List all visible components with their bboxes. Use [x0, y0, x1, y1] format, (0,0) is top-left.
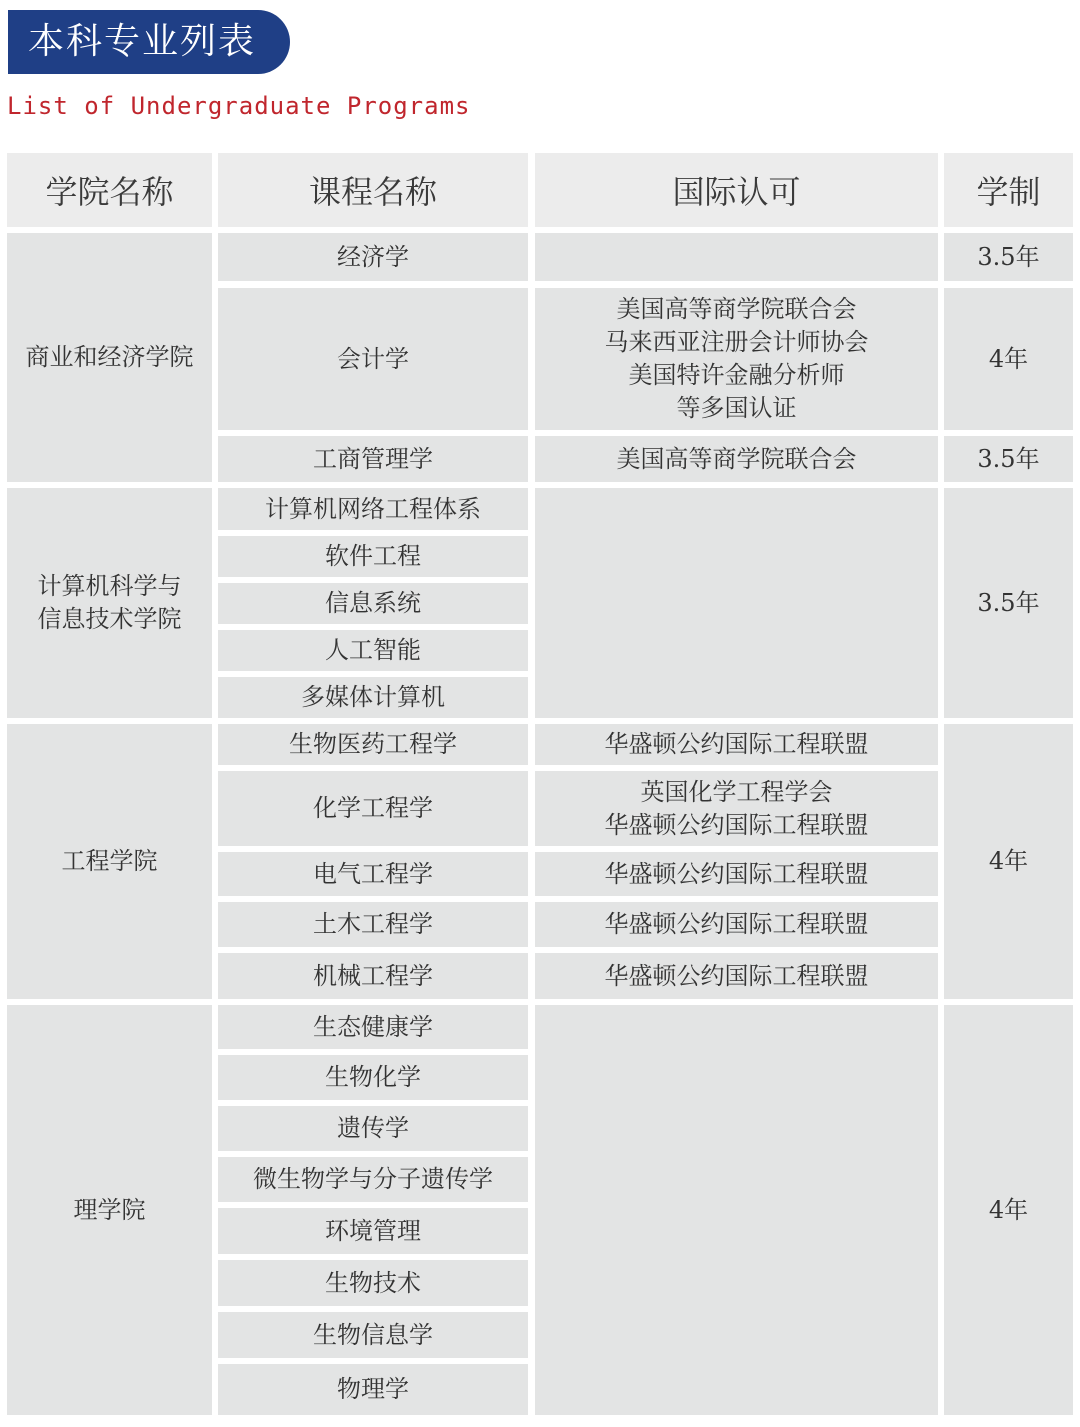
accreditation-line: 美国高等商学院联合会: [616, 444, 857, 473]
course-cell: [218, 724, 528, 765]
college-science: [7, 1005, 212, 1415]
page-title: 本科专业列表: [28, 21, 257, 62]
college-engineering: [7, 724, 212, 999]
college-name-line: 信息技术学院: [37, 605, 182, 633]
accreditation-cell: [535, 1005, 938, 1415]
course-name: 会计学: [337, 344, 409, 373]
course-name: 生态健康学: [313, 1012, 433, 1041]
course-name: 土木工程学: [313, 910, 433, 938]
course-cell: [218, 1208, 528, 1254]
course-name: 物理学: [337, 1375, 409, 1403]
accreditation-line: 美国高等商学院联合会: [616, 295, 857, 323]
course-name: 遗传学: [337, 1114, 409, 1142]
course-cell: [218, 1157, 528, 1202]
college-name: 理学院: [73, 1195, 146, 1224]
college-computer-science-it: [7, 488, 212, 718]
duration-cell: [944, 233, 1073, 281]
duration-value: 3.5年: [977, 444, 1040, 473]
accreditation-cell: [535, 771, 938, 846]
course-cell: [218, 436, 528, 482]
course-cell: [218, 1055, 528, 1100]
course-cell: [218, 583, 528, 624]
course-name: 软件工程: [325, 542, 421, 570]
course-name: 工商管理学: [313, 444, 433, 473]
accreditation-cell: [535, 953, 938, 999]
course-cell: [218, 677, 528, 718]
course-name: 电气工程学: [313, 859, 433, 888]
college-business-economics: [7, 233, 212, 482]
accreditation-line: 华盛顿公约国际工程联盟: [604, 810, 869, 839]
course-cell: [218, 1106, 528, 1151]
college-name: 工程学院: [61, 847, 158, 875]
accreditation-line: 华盛顿公约国际工程联盟: [604, 910, 869, 938]
course-name: 微生物学与分子遗传学: [253, 1165, 493, 1193]
course-name: 机械工程学: [313, 961, 433, 990]
course-name: 经济学: [337, 242, 409, 271]
course-cell: [218, 953, 528, 999]
course-name: 人工智能: [325, 636, 421, 664]
duration-value: 3.5年: [977, 242, 1040, 271]
course-cell: [218, 1312, 528, 1358]
course-cell: [218, 1364, 528, 1415]
course-name: 信息系统: [325, 589, 421, 617]
accreditation-cell: [535, 488, 938, 718]
course-name: 生物医药工程学: [289, 730, 457, 758]
accreditation-cell: [535, 233, 938, 281]
duration-value: 4年: [988, 847, 1029, 875]
accreditation-line: 华盛顿公约国际工程联盟: [604, 961, 869, 990]
accreditation-line: 华盛顿公约国际工程联盟: [604, 859, 869, 888]
course-cell: [218, 1005, 528, 1049]
course-name: 计算机网络工程体系: [265, 494, 481, 523]
accreditation-cell: [535, 724, 938, 765]
page-subtitle: List of Undergraduate Programs: [7, 92, 471, 120]
accreditation-cell: [535, 902, 938, 947]
title-banner: [8, 10, 290, 74]
course-cell: [218, 771, 528, 846]
accreditation-line: 英国化学工程学会: [640, 777, 833, 806]
course-name: 多媒体计算机: [301, 683, 445, 711]
accreditation-line: 华盛顿公约国际工程联盟: [604, 730, 869, 758]
header-duration: 学制: [944, 153, 1073, 227]
course-cell: [218, 288, 528, 430]
course-cell: [218, 1260, 528, 1306]
duration-value: 4年: [988, 344, 1029, 373]
course-cell: [218, 852, 528, 896]
course-name: 环境管理: [325, 1216, 421, 1245]
header-accreditation: 国际认可: [535, 153, 938, 227]
college-name-line: 计算机科学与: [37, 572, 182, 600]
duration-cell: [944, 724, 1073, 999]
duration-value: 4年: [988, 1195, 1029, 1224]
duration-cell: [944, 1005, 1073, 1415]
accreditation-cell: [535, 436, 938, 482]
duration-value: 3.5年: [977, 588, 1040, 617]
accreditation-line: 马来西亚注册会计师协会: [604, 328, 869, 356]
course-name: 生物化学: [325, 1063, 421, 1091]
college-name: 商业和经济学院: [25, 343, 194, 371]
accreditation-line: 等多国认证: [676, 394, 797, 422]
accreditation-cell: [535, 288, 938, 430]
header-course: 课程名称: [218, 153, 528, 227]
duration-cell: [944, 488, 1073, 718]
course-cell: [218, 630, 528, 671]
course-cell: [218, 902, 528, 947]
course-cell: [218, 488, 528, 530]
course-name: 生物信息学: [313, 1320, 433, 1349]
course-cell: [218, 536, 528, 577]
accreditation-cell: [535, 852, 938, 896]
duration-cell: [944, 436, 1073, 482]
course-cell: [218, 233, 528, 281]
course-name: 化学工程学: [313, 794, 433, 822]
duration-cell: [944, 288, 1073, 430]
course-name: 生物技术: [325, 1268, 421, 1297]
header-college: 学院名称: [7, 153, 212, 227]
accreditation-line: 美国特许金融分析师: [628, 361, 845, 389]
